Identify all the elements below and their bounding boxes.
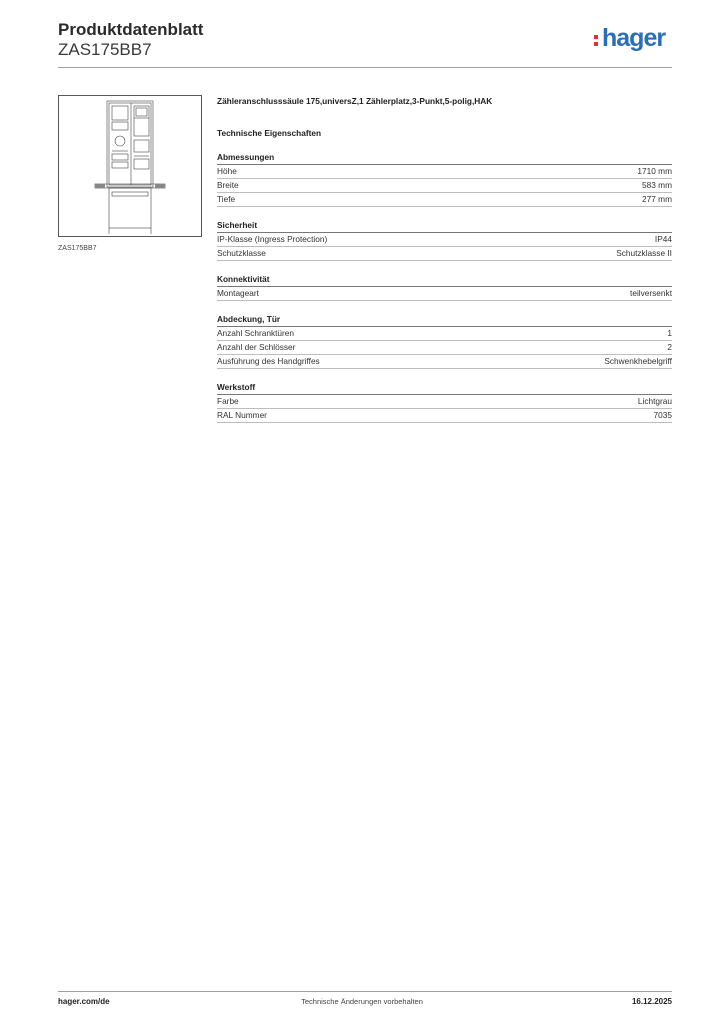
section-title: Werkstoff: [217, 381, 672, 395]
spec-label: Schutzklasse: [217, 248, 266, 258]
product-code: ZAS175BB7: [58, 40, 152, 59]
hager-logo-icon: [594, 35, 599, 49]
spec-row: [217, 193, 672, 207]
section-sicherheit: [217, 219, 672, 261]
footer-note: Technische Änderungen vorbehalten: [301, 997, 423, 1006]
spec-value: 1710 mm: [637, 166, 672, 176]
section-title: Sicherheit: [217, 219, 672, 233]
spec-label: Ausführung des Handgriffes: [217, 356, 320, 366]
footer-date: 16.12.2025: [631, 997, 672, 1006]
spec-content: [217, 95, 672, 423]
spec-label: Anzahl Schranktüren: [217, 328, 295, 338]
spec-row: [217, 409, 672, 423]
spec-value: Lichtgrau: [637, 396, 672, 406]
meter-cabinet-drawing-icon: [59, 96, 201, 236]
product-image: [58, 95, 202, 237]
hager-logo[interactable]: [592, 26, 674, 56]
section-konnektivitaet: [217, 273, 672, 301]
spec-row: [217, 327, 672, 341]
section-title: Abmessungen: [217, 151, 672, 165]
logo-text: hager: [602, 24, 666, 52]
spec-row: [217, 395, 672, 409]
spec-value: 2: [667, 342, 672, 352]
spec-row: [217, 179, 672, 193]
section-abmessungen: [217, 151, 672, 207]
header-divider: [58, 67, 672, 68]
spec-value: 1: [667, 328, 672, 338]
spec-value: Schutzklasse II: [616, 248, 672, 258]
product-description: Zähleranschlusssäule 175,universZ,1 Zählerplatz,3-Punkt,5-polig,HAK: [217, 96, 493, 106]
section-title: Abdeckung, Tür: [217, 313, 672, 327]
spec-label: Anzahl der Schlösser: [217, 342, 296, 352]
spec-label: Montageart: [217, 288, 259, 298]
section-werkstoff: [217, 381, 672, 423]
spec-row: [217, 287, 672, 301]
page-title: Produktdatenblatt: [58, 20, 204, 39]
spec-label: Farbe: [217, 396, 239, 406]
spec-value: teilversenkt: [630, 288, 672, 298]
spec-label: RAL Nummer: [217, 410, 267, 420]
spec-label: Breite: [217, 180, 239, 190]
spec-value: 583 mm: [642, 180, 672, 190]
footer-website-link[interactable]: hager.com/de: [58, 997, 110, 1006]
footer-divider: [58, 991, 672, 992]
image-caption: ZAS175BB7: [58, 245, 97, 252]
section-abdeckung-tuer: [217, 313, 672, 369]
spec-row: [217, 247, 672, 261]
spec-row: [217, 341, 672, 355]
spec-label: IP-Klasse (Ingress Protection): [217, 234, 328, 244]
spec-value: 7035: [653, 410, 672, 420]
spec-label: Tiefe: [217, 194, 236, 204]
spec-row: [217, 355, 672, 369]
spec-label: Höhe: [217, 166, 237, 176]
spec-row: [217, 165, 672, 179]
spec-row: [217, 233, 672, 247]
spec-value: 277 mm: [642, 194, 672, 204]
tech-heading: Technische Eigenschaften: [217, 128, 322, 138]
spec-value: Schwenkhebelgriff: [604, 356, 672, 366]
spec-value: IP44: [654, 234, 672, 244]
section-title: Konnektivität: [217, 273, 672, 287]
